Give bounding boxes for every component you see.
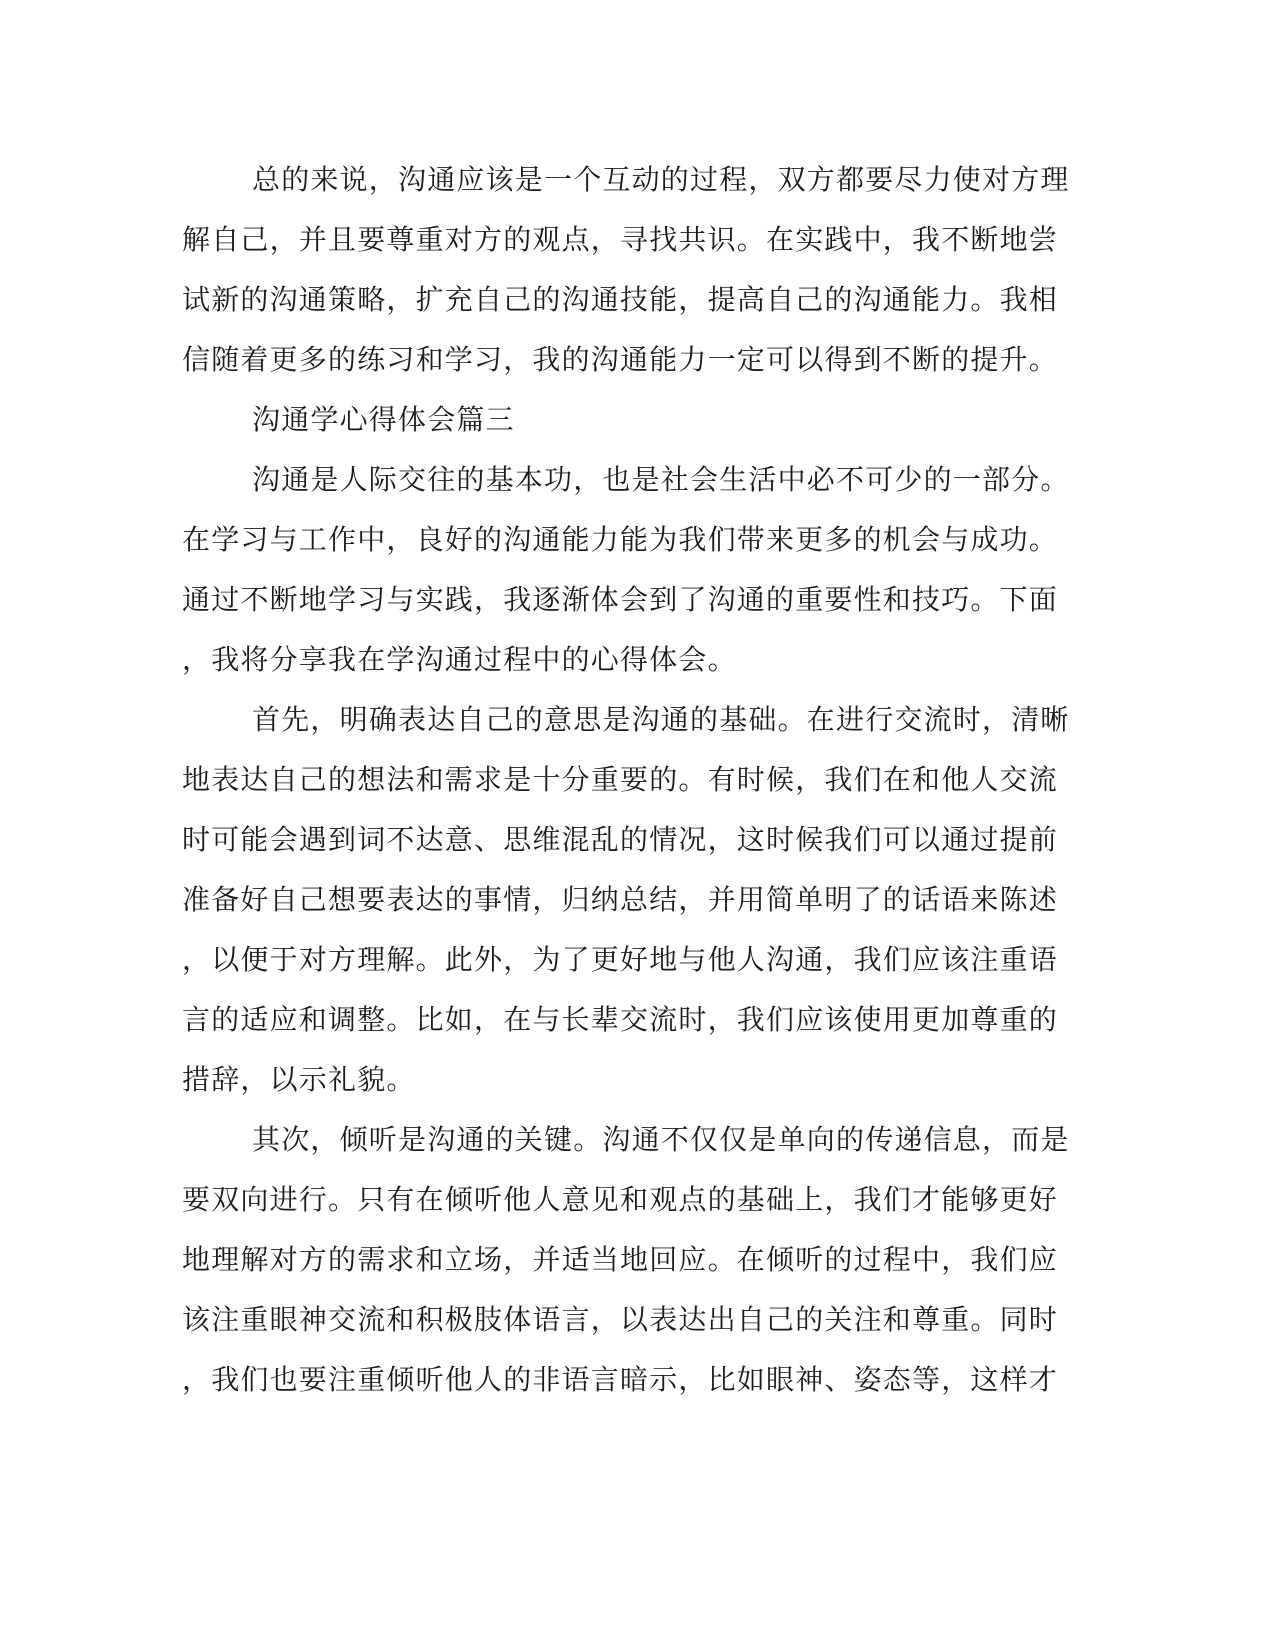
text-line: ，以便于对方理解。此外，为了更好地与他人沟通，我们应该注重语 <box>182 943 1059 976</box>
text-line: 准备好自己想要表达的事情，归纳总结，并用简单明了的话语来陈述 <box>182 883 1059 916</box>
text-line: 时可能会遇到词不达意、思维混乱的情况，这时候我们可以通过提前 <box>182 823 1059 856</box>
text-line: 地表达自己的想法和需求是十分重要的。有时候，我们在和他人交流 <box>182 763 1059 796</box>
text-line: 试新的沟通策略，扩充自己的沟通技能，提高自己的沟通能力。我相 <box>182 283 1059 316</box>
section-heading: 沟通学心得体会篇三 <box>252 403 515 436</box>
text-line: 地理解对方的需求和立场，并适当地回应。在倾听的过程中，我们应 <box>182 1243 1059 1276</box>
text-line: 信随着更多的练习和学习，我的沟通能力一定可以得到不断的提升。 <box>182 343 1059 376</box>
text-line: 其次，倾听是沟通的关键。沟通不仅仅是单向的传递信息，而是 <box>252 1123 1070 1156</box>
text-line: 首先，明确表达自己的意思是沟通的基础。在进行交流时，清晰 <box>252 703 1070 736</box>
text-line: 解自己，并且要尊重对方的观点，寻找共识。在实践中，我不断地尝 <box>182 223 1059 256</box>
text-line: ，我将分享我在学沟通过程中的心得体会。 <box>182 643 737 676</box>
text-line: 言的适应和调整。比如，在与长辈交流时，我们应该使用更加尊重的 <box>182 1003 1059 1036</box>
text-line: 要双向进行。只有在倾听他人意见和观点的基础上，我们才能够更好 <box>182 1183 1059 1216</box>
text-line: ，我们也要注重倾听他人的非语言暗示，比如眼神、姿态等，这样才 <box>182 1363 1059 1396</box>
text-line: 沟通是人际交往的基本功，也是社会生活中必不可少的一部分。 <box>252 463 1070 496</box>
text-line: 该注重眼神交流和积极肢体语言，以表达出自己的关注和尊重。同时 <box>182 1303 1059 1336</box>
document-page <box>182 150 1092 1410</box>
text-line: 总的来说，沟通应该是一个互动的过程，双方都要尽力使对方理 <box>252 163 1070 196</box>
text-line: 通过不断地学习与实践，我逐渐体会到了沟通的重要性和技巧。下面 <box>182 583 1059 616</box>
text-line: 措辞，以示礼貌。 <box>182 1063 416 1096</box>
text-line: 在学习与工作中，良好的沟通能力能为我们带来更多的机会与成功。 <box>182 523 1059 556</box>
